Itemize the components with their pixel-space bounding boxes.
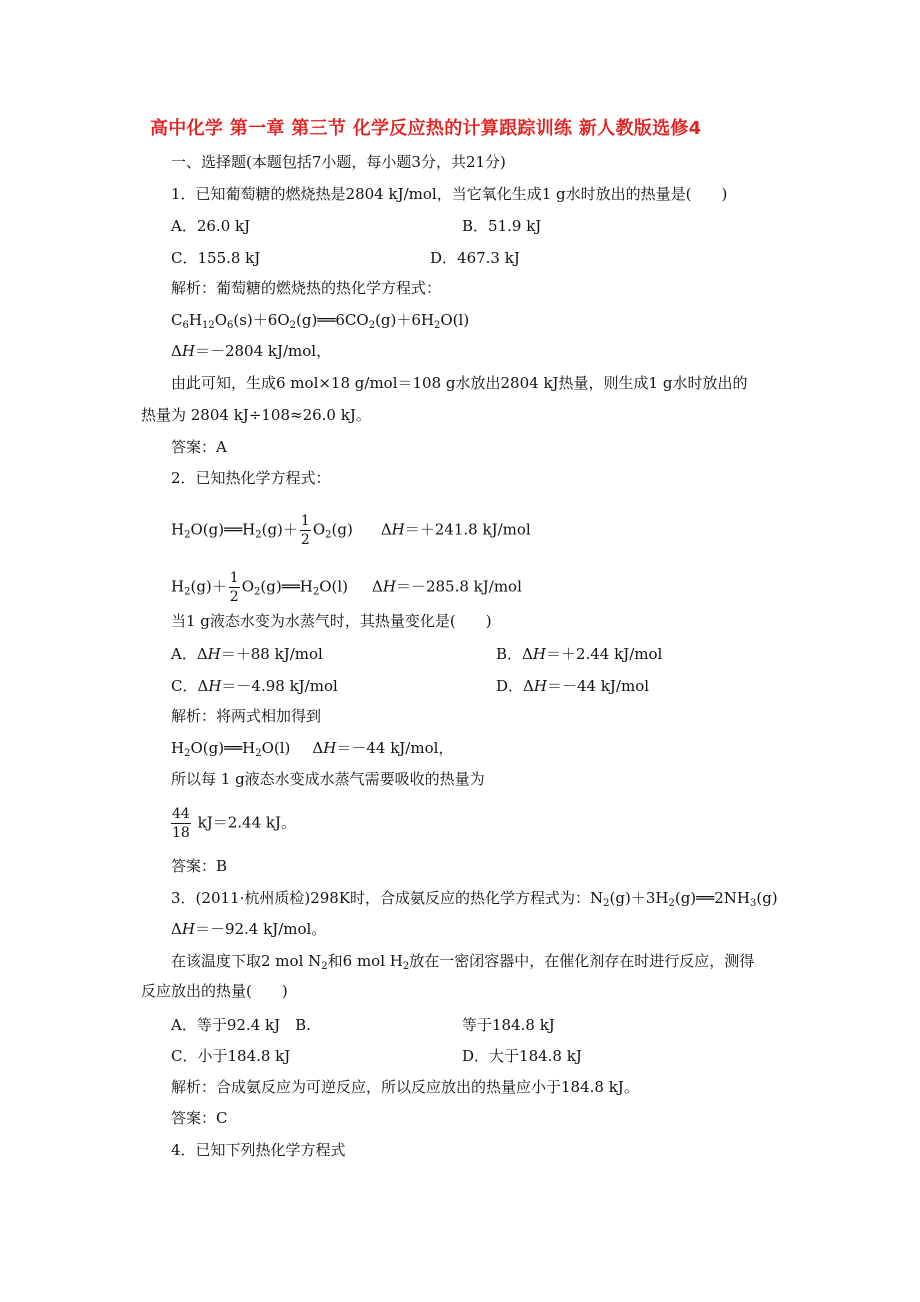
q3-delta-h: ΔH＝－92.4 kJ/mol。	[171, 920, 327, 938]
q3-answer: 答案：C	[171, 1109, 228, 1127]
q3-option-c: C．小于184.8 kJ	[171, 1047, 291, 1065]
q1-answer: 答案：A	[171, 438, 227, 456]
q1-explanation-2: 热量为 2804 kJ÷108≈26.0 kJ。	[141, 406, 371, 424]
fraction-44-18: $\frac{44}{18}$	[172, 806, 190, 841]
q2-equation-2: $H_2(g)+$ $\frac{1}{2}$ $O_2(g)══H_2O(l)$ ΔH＝－285.8 kJ/mol	[171, 570, 522, 605]
q3-analysis: 解析：合成氨反应为可逆反应，所以反应放出的热量应小于184.8 kJ。	[171, 1078, 639, 1096]
q1-option-a: A．26.0 kJ	[171, 217, 251, 235]
q2-analysis: 解析：将两式相加得到	[171, 707, 322, 725]
q2-stem: 2．已知热化学方程式：	[171, 469, 331, 487]
section-heading: 一、选择题(本题包括7小题，每小题3分，共21分)	[171, 153, 506, 171]
q1-option-b: B．51.9 kJ	[462, 217, 542, 235]
q1-stem: 1．已知葡萄糖的燃烧热是2804 kJ/mol，当它氧化生成1 g水时放出的热量是( )	[171, 185, 728, 203]
q2-fraction-result: $\frac{44}{18}$ kJ＝2.44 kJ。	[172, 806, 296, 841]
q3-option-a: A．等于92.4 kJ B.	[171, 1016, 311, 1034]
q2-answer: 答案：B	[171, 857, 228, 875]
q2-sum-equation: $H_2O(g)══H_2O(l)$ ΔH＝－44 kJ/mol，	[171, 739, 454, 759]
q1-explanation-1: 由此可知，生成6 mol×18 g/mol＝108 g水放出2804 kJ热量，则生成1 g水时放出的	[171, 374, 748, 392]
q2-equation-1: $H_2O(g)══H_2(g)+$ $\frac{1}{2}$ $O_2(g)$ ΔH＝＋241.8 kJ/mol	[171, 513, 531, 548]
q1-option-c: C．155.8 kJ	[171, 249, 261, 267]
q3-stem: 3．(2011·杭州质检)298K时，合成氨反应的热化学方程式为：$N_2(g)+3H_2(g)══2NH_3(g)$	[171, 889, 778, 909]
q3-option-b: 等于184.8 kJ	[462, 1016, 555, 1034]
fraction-one-half: $\frac{1}{2}$	[300, 513, 310, 548]
q1-delta-h: ΔH＝－2804 kJ/mol，	[171, 342, 332, 360]
fraction-one-half: $\frac{1}{2}$	[229, 570, 239, 605]
q3-option-d: D．大于184.8 kJ	[462, 1047, 582, 1065]
q2-option-c: C．ΔH＝－4.98 kJ/mol	[171, 677, 338, 695]
q3-condition: 在该温度下取2 mol $N_2$和6 mol $H_2$放在一密闭容器中，在催化剂存在时进行反应，测得	[171, 952, 755, 972]
q1-analysis-label: 解析：葡萄糖的燃烧热的热化学方程式：	[171, 279, 442, 297]
q3-condition-2: 反应放出的热量( )	[141, 982, 288, 1000]
q1-equation: $C_6H_{12}O_6(s)+6O_2(g)══6CO_2(g)+6H_2O(l)$	[171, 311, 470, 331]
q2-option-b: B．ΔH＝＋2.44 kJ/mol	[496, 645, 663, 663]
page-title: 高中化学 第一章 第三节 化学反应热的计算跟踪训练 新人教版选修4	[150, 118, 702, 139]
q4-stem: 4．已知下列热化学方程式	[171, 1141, 346, 1159]
q1-option-d: D．467.3 kJ	[430, 249, 520, 267]
q2-per-gram: 所以每 1 g液态水变成水蒸气需要吸收的热量为	[171, 770, 485, 788]
q2-ask: 当1 g液态水变为水蒸气时，其热量变化是( )	[171, 612, 492, 630]
q2-option-d: D．ΔH＝－44 kJ/mol	[496, 677, 650, 695]
q2-option-a: A．ΔH＝＋88 kJ/mol	[171, 645, 323, 663]
